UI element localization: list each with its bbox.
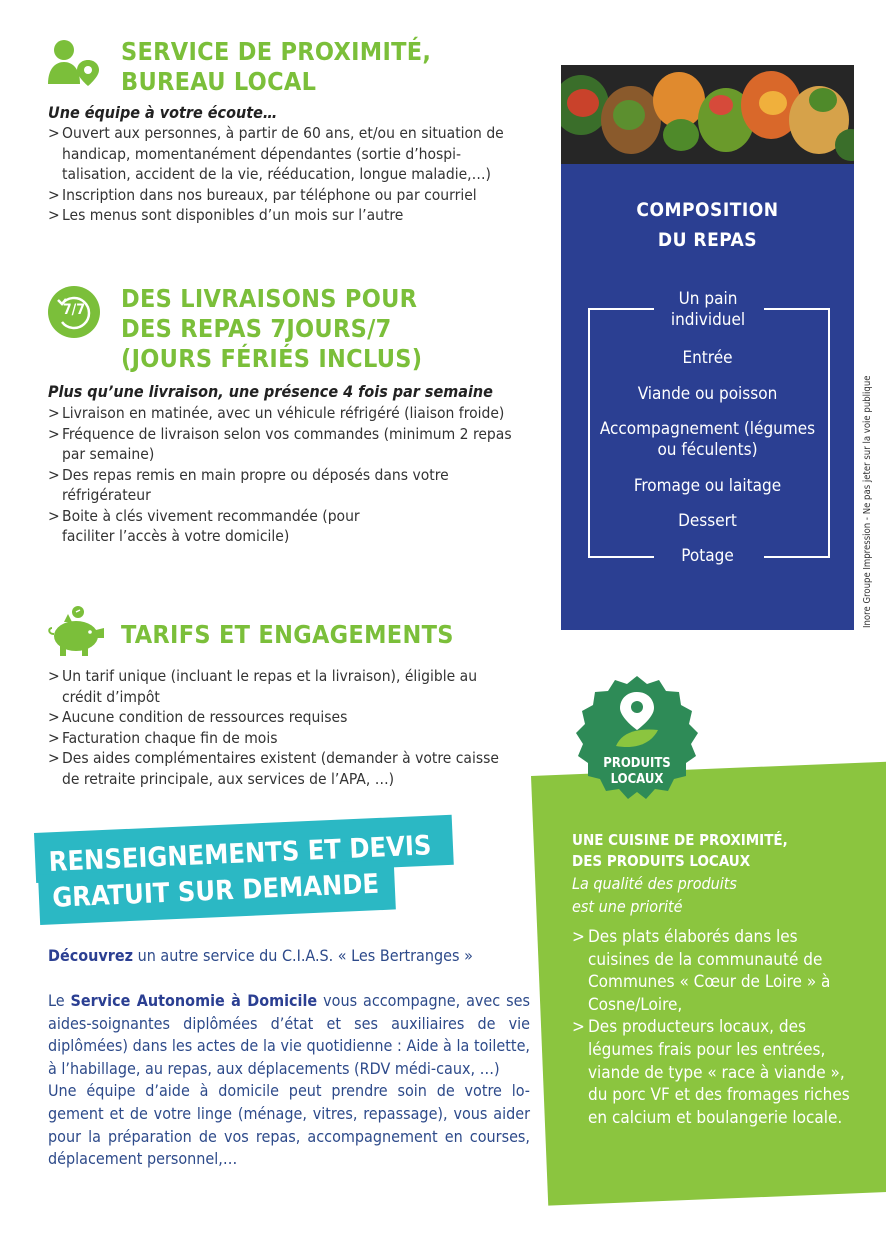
section1-subtitle: Une équipe à votre écoute… [48, 103, 278, 122]
local-title-line1: UNE CUISINE DE PROXIMITÉ, [572, 831, 788, 849]
composition-title-line2: DU REPAS [657, 229, 758, 251]
badge-label [567, 756, 707, 788]
badge-line2: LOCAUX [610, 772, 664, 787]
section2-title [121, 284, 422, 374]
badge-line1: PRODUITS [603, 756, 671, 771]
composition-item: Fromage ou laitage [633, 476, 782, 496]
banner-line2: GRATUIT SUR DEMANDE [51, 868, 380, 914]
section1-title-line1: SERVICE DE PROXIMITÉ, [121, 37, 432, 66]
list-item: > Un tarif unique (incluant le repas et la livraison), éligible au crédit d’impôt [48, 666, 512, 707]
list-item: > Inscription dans nos bureaux, par téléphone ou par courriel [48, 185, 528, 206]
seven-days-icon [48, 286, 100, 338]
discover-bold: Découvrez [48, 946, 134, 965]
local-subtitle-line1: La qualité des produits [572, 874, 737, 893]
section1-title [121, 37, 431, 97]
local-products-content [572, 830, 862, 1129]
person-location-icon [46, 38, 100, 88]
seven-days-label: 7/7 [62, 302, 86, 318]
service-paragraph [48, 990, 530, 1171]
leaf-location-icon [612, 690, 662, 752]
section1-title-line2: BUREAU LOCAL [121, 67, 317, 96]
list-item: > Fréquence de livraison selon vos commandes (minimum 2 repas par semaine) [48, 424, 518, 465]
service-paragraph-2: Une équipe d’aide à domicile peut prendre soin de votre lo-gement et de votre linge (ménage, vitres, repassage), vous aider pour la préparation de vos repas, accompagnement en courses, déplacement personnel,… [48, 1081, 530, 1169]
section2-title-line3: (JOURS FÉRIÉS INCLUS) [121, 344, 423, 373]
list-item: > Ouvert aux personnes, à partir de 60 ans, et/ou en situation de handicap, momentanément dépendantes (sortie d’hospi-talisation, accident de la vie, rééducation, longue maladie,…) [48, 123, 528, 185]
list-item: > Les menus sont disponibles d’un mois sur l’autre [48, 205, 528, 226]
section2-title-line1: DES LIVRAISONS POUR [121, 284, 418, 313]
list-item: > Des repas remis en main propre ou déposés dans votre réfrigérateur [48, 465, 518, 506]
list-item: > Aucune condition de ressources requises [48, 707, 518, 728]
food-photo [561, 65, 854, 164]
service-name: Service Autonomie à Domicile [70, 991, 318, 1010]
composition-item: Potage [681, 546, 734, 566]
local-title-line2: DES PRODUITS LOCAUX [572, 852, 751, 870]
section2-title-line2: DES REPAS 7JOURS/7 [121, 314, 392, 343]
composition-item: Entrée [682, 348, 733, 368]
list-item: > Boite à clés vivement recommandée (pour faciliter l’accès à votre domicile) [48, 506, 392, 547]
local-list [572, 926, 862, 1129]
list-item: > Des plats élaborés dans les cuisines de la communauté de Communes « Cœur de Loire » à Cosne/Loire, [572, 926, 862, 1016]
list-item: > Livraison en matinée, avec un véhicule réfrigéré (liaison froide) [48, 403, 518, 424]
section2-subtitle: Plus qu’une livraison, une présence 4 fois par semaine [48, 382, 493, 401]
discover-line [48, 945, 473, 968]
section1-list [48, 123, 528, 226]
banner-line1: RENSEIGNEMENTS ET DEVIS [48, 830, 433, 878]
composition-item: Accompagnement (légumes ou féculents) [599, 419, 816, 460]
service-text: vous accompagne, avec ses aides-soignantes diplômées d’état et ses auxiliaires de vie diplômées) dans les actes de la vie quotidienne : Aide à la toilette, à l’habillage, au repas, aux déplacements (RDV médi-caux, …) [48, 991, 531, 1078]
list-item: > Facturation chaque fin de mois [48, 728, 518, 749]
list-item: > Des aides complémentaires existent (demander à votre caisse de retraite principale, aux services de l’APA, …) [48, 748, 502, 789]
piggy-bank-icon [44, 604, 108, 658]
discover-rest: un autre service du C.I.A.S. « Les Bertranges » [133, 946, 473, 965]
local-products-badge [567, 672, 707, 812]
local-subtitle-line2: est une priorité [572, 897, 683, 916]
composition-panel [561, 65, 854, 630]
section3-title: TARIFS ET ENGAGEMENTS [121, 620, 454, 649]
service-prefix: Le [48, 991, 71, 1010]
list-item: > Des producteurs locaux, des légumes frais pour les entrées, viande de type « race à viande », du porc VF et des fromages riches en calcium et boulangerie locale. [572, 1016, 862, 1129]
composition-title [561, 195, 854, 255]
composition-item: Viande ou poisson [637, 384, 778, 404]
composition-item: Un pain individuel [670, 289, 746, 330]
printer-note: Inore Groupe Impression - Ne pas jeter sur la voie publique [862, 375, 873, 628]
section3-list [48, 666, 518, 789]
section2-list [48, 403, 518, 547]
composition-title-line1: COMPOSITION [636, 199, 779, 221]
composition-item: Dessert [678, 511, 737, 531]
